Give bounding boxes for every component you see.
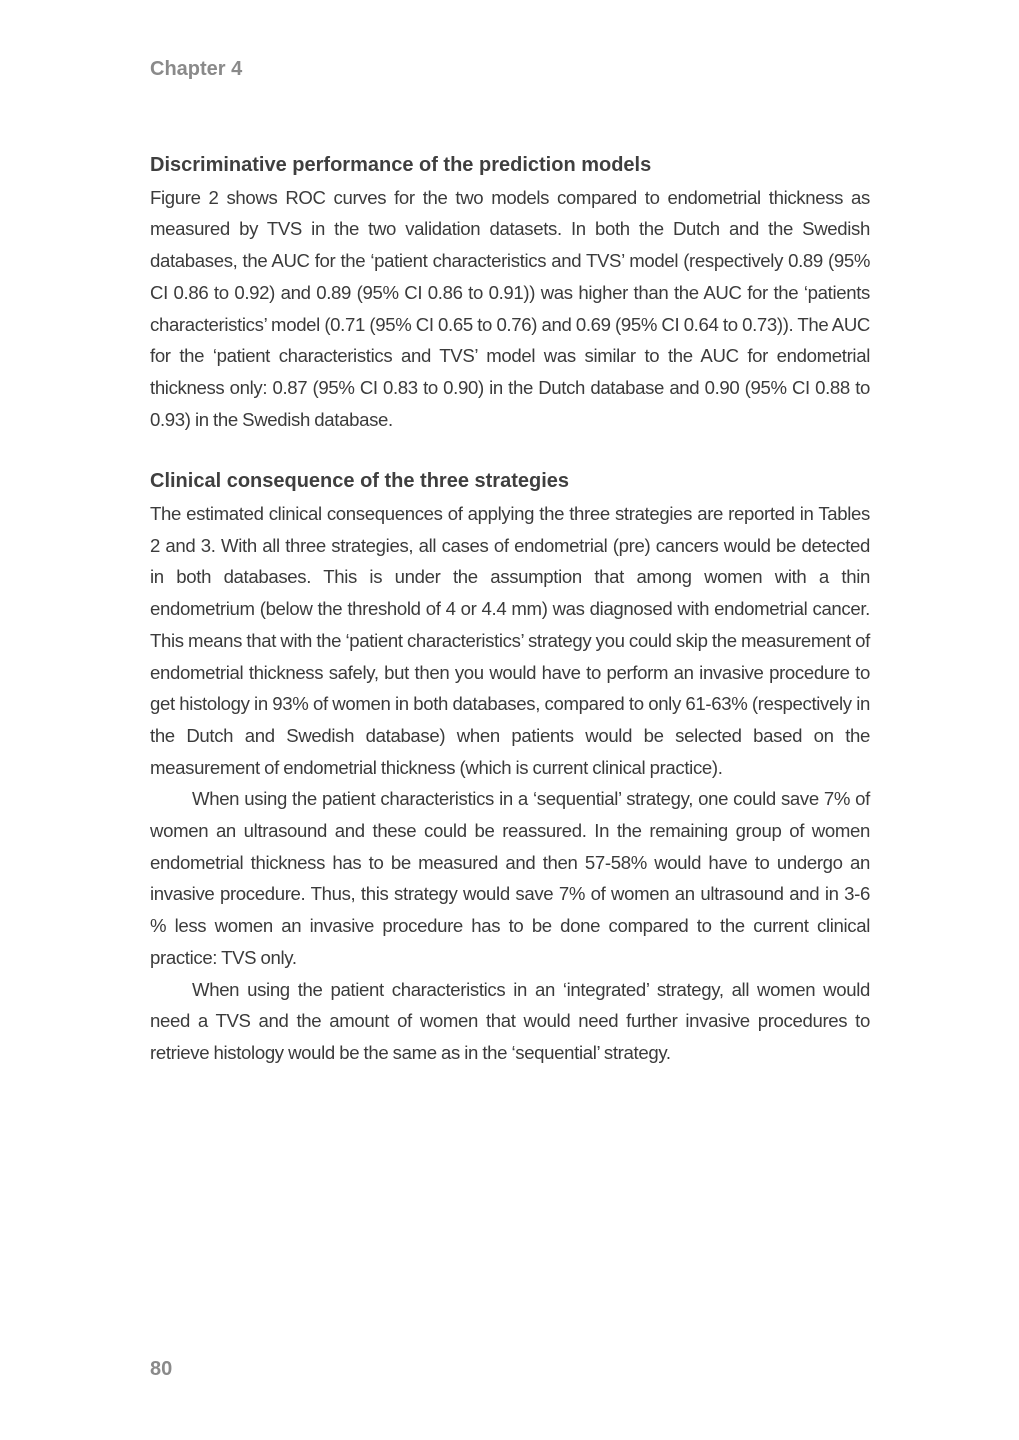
section-clinical-consequence [150, 466, 870, 1068]
page-number: 80 [150, 1358, 173, 1380]
page-body [150, 150, 870, 1069]
body-paragraph: The estimated clinical consequences of applying the three strategies are reported in Tables 2 and 3. With all three strategies, all cases of endometrial (pre) cancers would be detected in both databases. This is under the assumption that among women with a thin endometrium (below the threshold of 4 or 4.4 mm) was diagnosed with endometrial cancer. This means that with the ‘patient characteristics’ strategy you could skip the measurement of endometrial thickness safely, but then you would have to perform an invasive procedure to get histology in 93% of women in both databases, compared to only 61-63% (respectively in the Dutch and Swedish database) when patients would be selected based on the measurement of endometrial thickness (which is current clinical practice). [150, 503, 870, 778]
body-paragraph: Figure 2 shows ROC curves for the two models compared to endometrial thickness as measured by TVS in the two validation datasets. In both the Dutch and the Swedish databases, the AUC for the ‘patient characteristics and TVS’ model (respectively 0.89 (95% CI 0.86 to 0.92) and 0.89 (95% CI 0.86 to 0.91)) was higher than the AUC for the ‘patients characteristics’ model (0.71 (95% CI 0.65 to 0.76) and 0.69 (95% CI 0.64 to 0.73)). The AUC for the ‘patient characteristics and TVS’ model was similar to the AUC for endometrial thickness only: 0.87 (95% CI 0.83 to 0.90) in the Dutch database and 0.90 (95% CI 0.88 to 0.93) in the Swedish database. [150, 186, 870, 430]
section-discriminative-performance [150, 150, 870, 435]
body-paragraph: When using the patient characteristics in a ‘sequential’ strategy, one could save 7% of women an ultrasound and these could be reassured. In the remaining group of women endometrial thickness has to be measured and then 57-58% would have to undergo an invasive procedure. Thus, this strategy would save 7% of women an ultrasound and in 3-6 % less women an invasive procedure has to be done compared to the current clinical practice: TVS only. [150, 788, 870, 968]
running-head: Chapter 4 [150, 58, 243, 80]
section-heading: Discriminative performance of the prediction models [150, 154, 652, 176]
section-heading: Clinical consequence of the three strategies [150, 470, 570, 493]
body-paragraph: When using the patient characteristics in an ‘integrated’ strategy, all women would need a TVS and the amount of women that would need further invasive procedures to retrieve histology would be the same as in the ‘sequential’ strategy. [150, 978, 870, 1063]
